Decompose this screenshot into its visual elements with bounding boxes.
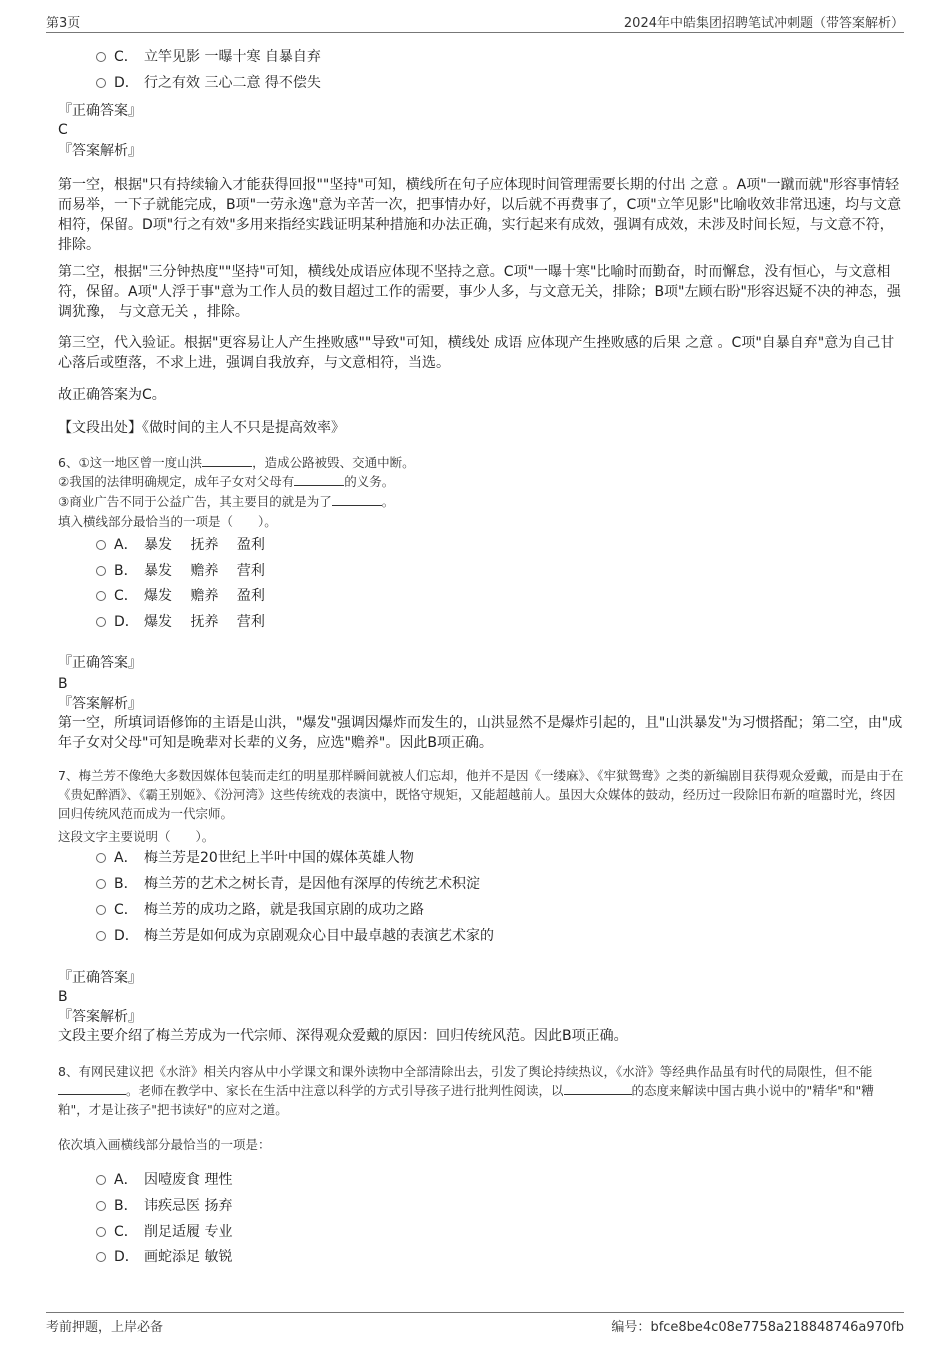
blank xyxy=(564,1094,632,1095)
q5-option-d[interactable]: D． 行之有效 三心二意 得不偿失 xyxy=(96,73,321,93)
page-header xyxy=(46,10,904,33)
q6-option-b[interactable]: B． 暴发 赡养 营利 xyxy=(96,561,265,581)
q8-option-a[interactable]: A． 因噎废食 理性 xyxy=(96,1170,232,1190)
document-code: 编号：bfce8be4c08e7758a218848746a970fb xyxy=(611,1320,904,1335)
q8-option-b[interactable]: B． 讳疾忌医 扬弃 xyxy=(96,1196,232,1216)
radio-icon[interactable] xyxy=(96,1227,106,1237)
radio-icon[interactable] xyxy=(96,1175,106,1185)
q7-answer: B xyxy=(58,989,68,1005)
q8-question: 依次填入画横线部分最恰当的一项是： xyxy=(58,1137,271,1152)
blank xyxy=(58,1094,126,1095)
q7-question: 这段文字主要说明（ ）。 xyxy=(58,829,215,844)
q7-option-b[interactable]: B． 梅兰芳的艺术之树长青，是因他有深厚的传统艺术积淀 xyxy=(96,874,480,894)
page-footer xyxy=(46,1312,904,1335)
radio-icon[interactable] xyxy=(96,540,106,550)
footer-slogan: 考前押题，上岸必备 xyxy=(46,1320,164,1335)
q6-answer-label: 『正确答案』 xyxy=(58,655,142,671)
q7-answer-label: 『正确答案』 xyxy=(58,970,142,986)
radio-icon[interactable] xyxy=(96,931,106,941)
q7-analysis-label: 『答案解析』 xyxy=(58,1009,142,1025)
radio-icon[interactable] xyxy=(96,1252,106,1262)
q6-analysis-label: 『答案解析』 xyxy=(58,696,142,712)
radio-icon[interactable] xyxy=(96,591,106,601)
blank xyxy=(202,466,252,467)
q8-stem: 8、有网民建议把《水浒》相关内容从中小学课文和课外读物中全部清除出去，引发了舆论持续热议，《水浒》等经典作品虽有时代的局限性，但不能。老师在教学中、家长在生活中注意以科学的方式引导孩子进行批判性阅读，以 的态度来解读中国古典小说中的"精华"和"糟粕"，才是让孩子"把书读好"的应对之道。 xyxy=(58,1064,874,1117)
q7-option-d[interactable]: D． 梅兰芳是如何成为京剧观众心目中最卓越的表演艺术家的 xyxy=(96,926,494,946)
q6-stem-line-1: 6、①这一地区曾一度山洪 ，造成公路被毁、交通中断。 xyxy=(58,455,415,470)
q8-option-d[interactable]: D． 画蛇添足 敏锐 xyxy=(96,1247,232,1267)
page-number: 第3页 xyxy=(46,16,81,31)
blank xyxy=(332,505,382,506)
q6-question: 填入横线部分最恰当的一项是（ ）。 xyxy=(58,514,277,529)
q7-stem: 7、梅兰芳不像绝大多数因媒体包装而走红的明星那样瞬间就被人们忘却，他并不是因《一缕麻》、《牢狱鸳鸯》之类的新编剧目获得观众爱戴，而是由于在《贵妃醉酒》、《霸王别姬》、《汾河湾》这些传统戏的表演中，既恪守规矩，又能超越前人。虽因大众媒体的鼓动，经历过一段除旧布新的喧嚣时光，终因回归传统风范而成为一代宗师。 xyxy=(58,768,904,821)
q6-answer: B xyxy=(58,676,68,692)
q5-answer-label: 『正确答案』 xyxy=(58,103,142,119)
q5-analysis-para-3: 第三空，代入验证。根据"更容易让人产生挫败感""导致"可知，横线处 成语 应体现产生挫败感的后果 之意 。C项"自暴自弃"意为自己甘心落后或堕落，不求上进，强调自我放弃，与文意相符，当选。 xyxy=(58,335,895,371)
q5-analysis-para-2: 第二空，根据"三分钟热度""坚持"可知，横线处成语应体现不坚持之意。C项"一曝十寒"比喻时而勤奋，时而懈怠，没有恒心，与文意相符，保留。A项"人浮于事"意为工作人员的数目超过工作的需要，事少人多，与文意无关，排除；B项"左顾右盼"形容迟疑不决的神态，强调犹豫， 与文意无关 ，排除。 xyxy=(58,264,901,320)
q5-answer: C xyxy=(58,122,68,138)
q5-conclusion: 故正确答案为C。 xyxy=(58,387,166,403)
radio-icon[interactable] xyxy=(96,617,106,627)
q6-option-c[interactable]: C． 爆发 赡养 盈利 xyxy=(96,586,265,606)
q7-analysis: 文段主要介绍了梅兰芳成为一代宗师、深得观众爱戴的原因：回归传统风范。因此B项正确。 xyxy=(58,1028,628,1044)
radio-icon[interactable] xyxy=(96,905,106,915)
q5-analysis-label: 『答案解析』 xyxy=(58,143,142,159)
radio-icon[interactable] xyxy=(96,52,106,62)
blank xyxy=(294,485,344,486)
q6-option-a[interactable]: A． 暴发 抚养 盈利 xyxy=(96,535,265,555)
radio-icon[interactable] xyxy=(96,853,106,863)
q6-stem-line-2: ②我国的法律明确规定，成年子女对父母有 的义务。 xyxy=(58,474,395,489)
radio-icon[interactable] xyxy=(96,879,106,889)
radio-icon[interactable] xyxy=(96,566,106,576)
q5-analysis-para-1: 第一空，根据"只有持续输入才能获得回报""坚持"可知，横线所在句子应体现时间管理需要长期的付出 之意 。A项"一蹴而就"形容事情轻而易举，一下子就能完成，B项"一劳永逸"意为辛苦一次，把事情办好，以后就不再费事了，C项"立竿见影"比喻收效非常迅速，均与文意相符，保留。D项"行之有效"多用来指经实践证明某种措施和办法正确，实行起来有成效，强调有成效，未涉及时间长短，与文意不符，排除。 xyxy=(58,177,902,253)
q5-option-c[interactable]: C． 立竿见影 一曝十寒 自暴自弃 xyxy=(96,47,321,67)
q7-option-c[interactable]: C． 梅兰芳的成功之路，就是我国京剧的成功之路 xyxy=(96,900,424,920)
radio-icon[interactable] xyxy=(96,78,106,88)
document-title: 2024年中皓集团招聘笔试冲刺题（带答案解析） xyxy=(623,16,904,31)
q6-stem-line-3: ③商业广告不同于公益广告，其主要目的就是为了 。 xyxy=(58,494,395,509)
q5-source: 【文段出处】《做时间的主人不只是提高效率》 xyxy=(58,420,345,436)
q6-option-d[interactable]: D． 爆发 抚养 营利 xyxy=(96,612,265,632)
q8-option-c[interactable]: C． 削足适履 专业 xyxy=(96,1222,232,1242)
radio-icon[interactable] xyxy=(96,1201,106,1211)
q7-option-a[interactable]: A． 梅兰芳是20世纪上半叶中国的媒体英雄人物 xyxy=(96,848,414,868)
q6-analysis: 第一空，所填词语修饰的主语是山洪，"爆发"强调因爆炸而发生的，山洪显然不是爆炸引起的，且"山洪暴发"为习惯搭配；第二空，由"成年子女对父母"可知是晚辈对长辈的义务，应选"赡养"。因此B项正确。 xyxy=(58,715,903,751)
